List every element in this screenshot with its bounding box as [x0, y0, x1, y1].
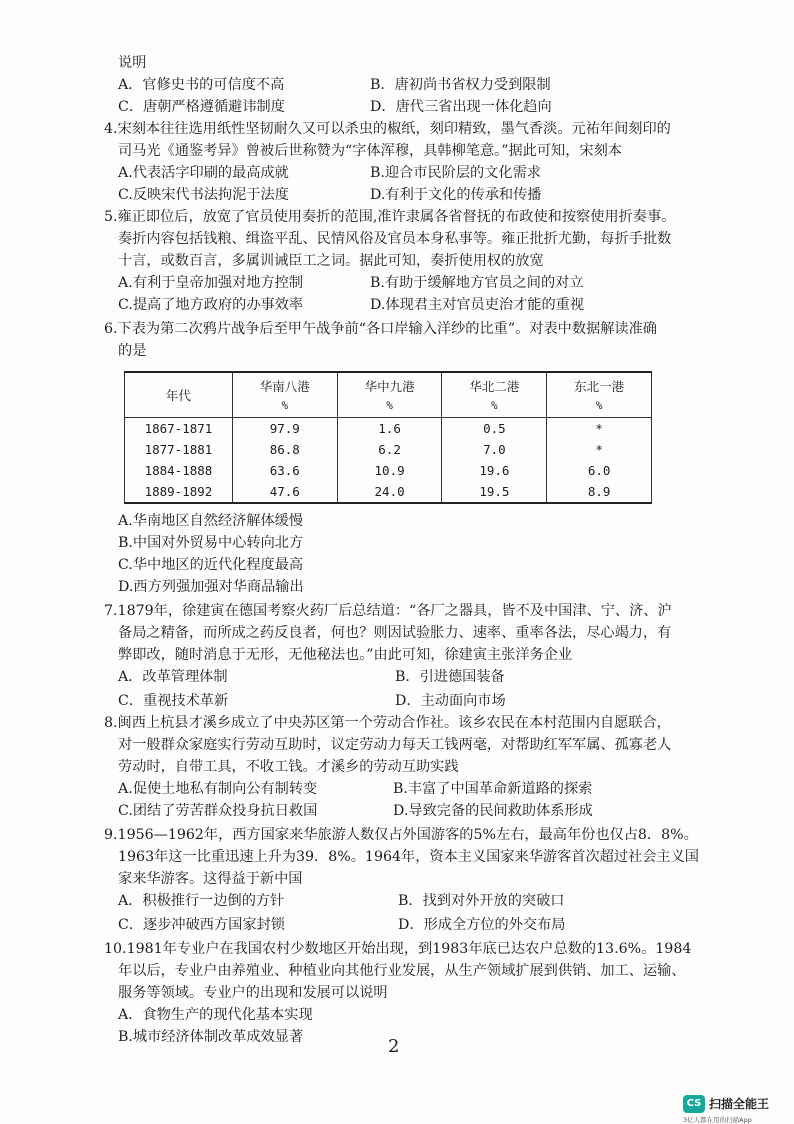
table-cell: 1889-1892 — [125, 481, 233, 503]
q6-option-c: C.华中地区的近代化程度最高 — [118, 557, 304, 573]
table-row — [125, 460, 652, 481]
table-row — [125, 481, 652, 503]
scanner-logo-icon: CS — [683, 1095, 705, 1113]
q6-option-b: B.中国对外贸易中心转向北方 — [118, 535, 304, 551]
q9-option-d: D．形成全方位的外交布局 — [398, 917, 566, 933]
q3-option-c: C．唐朝严格遵循避讳制度 — [118, 99, 285, 115]
table-cell: * — [547, 418, 652, 440]
q7-stem-line-3: 弊即改，随时消息于无形，无他秘法也。”由此可知，徐建寅主张洋务企业 — [118, 647, 573, 663]
table-header-cell: 年代 — [125, 372, 233, 418]
table-cell: 47.6 — [232, 481, 337, 503]
scanner-app-name: 扫描全能王 — [709, 1097, 770, 1111]
q9-stem-line-2: 1963年这一比重迅速上升为39．8%。1964年，资本主义国家来华游客首次超过社会主义国 — [118, 849, 699, 865]
q7-option-d: D．主动面向市场 — [395, 693, 506, 709]
q5-stem-line-3: 十言，或数百言，多属训诫臣工之词。据此可知，奏折使用权的放宽 — [118, 253, 544, 269]
table-cell: 19.6 — [442, 460, 547, 481]
q6-option-a: A.华南地区自然经济解体缓慢 — [118, 513, 304, 529]
q5-option-d: D.体现君主对官员吏治才能的重视 — [370, 297, 585, 313]
q10-stem-line-1: 10.1981年专业户在我国农村少数地区开始出现，到1983年底已达农户总数的13.6%。1984 — [104, 941, 692, 957]
table-cell: 0.5 — [442, 418, 547, 440]
table-header-cell: 华南八港 % — [232, 372, 337, 418]
q9-stem-line-1: 9.1956—1962年，西方国家来华旅游人数仅占外国游客的5%左右，最高年份也仅占8．8%。 — [104, 827, 698, 843]
q10-option-a: A．食物生产的现代化基本实现 — [118, 1007, 313, 1023]
q5-stem-line-1: 5.雍正即位后，放宽了官员使用奏折的范围,准许隶属各省督抚的布政使和按察使用折奏事。 — [104, 209, 676, 225]
table-cell: 86.8 — [232, 439, 337, 460]
q3-option-b: B．唐初尚书省权力受到限制 — [370, 77, 551, 93]
q6-stem-line-1: 6.下表为第二次鸦片战争后至甲午战争前“各口岸输入洋纱的比重”。对表中数据解读准确 — [104, 321, 657, 337]
q8-option-b: B.丰富了中国革命新道路的探索 — [393, 781, 593, 797]
table-cell: 19.5 — [442, 481, 547, 503]
q8-option-a: A.促使土地私有制向公有制转变 — [118, 781, 318, 797]
q4-option-c: C.反映宋代书法拘泥于法度 — [118, 187, 289, 203]
table-cell: 1884-1888 — [125, 460, 233, 481]
table-cell: 1867-1871 — [125, 418, 233, 440]
yarn-import-table — [124, 371, 652, 504]
q8-stem-line-1: 8.闽西上杭县才溪乡成立了中央苏区第一个劳动合作社。该乡农民在本村范围内自愿联合， — [104, 715, 671, 731]
scanner-tagline: 3亿人都在用的扫描App — [683, 1116, 752, 1124]
q9-stem-line-3: 家来华游客。这得益于新中国 — [118, 871, 303, 887]
q8-stem-line-2: 对一般群众家庭实行劳动互助时，议定劳动力每天工钱两毫，对帮助红军军属、孤寡老人 — [118, 737, 672, 753]
q9-option-c: C．逐步冲破西方国家封锁 — [118, 917, 285, 933]
table-header-row — [125, 372, 652, 418]
q8-stem-line-3: 劳动时，自带工具，不收工钱。才溪乡的劳动互助实践 — [118, 759, 459, 775]
table-cell: 24.0 — [337, 481, 442, 503]
q7-option-a: A．改革管理体制 — [118, 669, 228, 685]
table-cell: 6.2 — [337, 439, 442, 460]
q7-option-b: B．引进德国装备 — [395, 669, 505, 685]
q10-stem-line-2: 年以后，专业户由养殖业、种植业向其他行业发展，从生产领域扩展到供销、加工、运输、 — [118, 963, 686, 979]
table-cell: 97.9 — [232, 418, 337, 440]
q5-option-a: A.有利于皇帝加强对地方控制 — [118, 275, 304, 291]
q5-option-b: B.有助于缓解地方官员之间的对立 — [370, 275, 584, 291]
q5-stem-line-2: 奏折内容包括钱粮、缉盗平乱、民情风俗及官员本身私事等。雍正批折尤勤，每折手批数 — [118, 231, 672, 247]
table-row — [125, 418, 652, 440]
q8-option-d: D.导致完备的民间救助体系形成 — [393, 803, 593, 819]
q5-option-c: C.提高了地方政府的办事效率 — [118, 297, 304, 313]
q10-stem-line-3: 服务等领域。专业户的出现和发展可以说明 — [118, 985, 388, 1001]
table-cell: 63.6 — [232, 460, 337, 481]
table-cell: 1877-1881 — [125, 439, 233, 460]
q3-tail-text: 说明 — [118, 55, 147, 71]
q4-option-a: A.代表活字印刷的最高成就 — [118, 165, 289, 181]
q3-option-d: D．唐代三省出现一体化趋向 — [370, 99, 552, 115]
q4-stem-line-1: 4.宋刻本往往选用纸性坚韧耐久又可以杀虫的椒纸，刻印精致，墨气香淡。元祐年间刻印的 — [104, 121, 671, 137]
q10-option-b: B.城市经济体制改革成效显著 — [118, 1029, 304, 1045]
q4-option-b: B.迎合市民阶层的文化需求 — [370, 165, 541, 181]
table-header-cell: 华北二港 % — [442, 372, 547, 418]
q3-option-a: A．官修史书的可信度不高 — [118, 77, 285, 93]
table-row — [125, 439, 652, 460]
q4-stem-line-2: 司马光《通鉴考异》曾被后世称赞为“字体浑穆，具韩柳笔意。”据此可知，宋刻本 — [118, 143, 622, 159]
q6-stem-line-2: 的是 — [118, 343, 147, 359]
q4-option-d: D.有利于文化的传承和传播 — [370, 187, 542, 203]
q9-option-a: A．积极推行一边倒的方针 — [118, 893, 285, 909]
q9-option-b: B．找到对外开放的突破口 — [398, 893, 565, 909]
table-header-cell: 华中九港 % — [337, 372, 442, 418]
table-cell: 8.9 — [547, 481, 652, 503]
q7-option-c: C．重视技术革新 — [118, 693, 229, 709]
page-number: 2 — [388, 1036, 400, 1057]
table-cell: 7.0 — [442, 439, 547, 460]
q6-option-d: D.西方列强加强对华商品输出 — [118, 579, 304, 595]
table-cell: 6.0 — [547, 460, 652, 481]
table-cell: * — [547, 439, 652, 460]
q7-stem-line-2: 备局之精备，而所成之药反良者，何也？则因试验胀力、速率、重率各法，尽心竭力，有 — [118, 625, 672, 641]
q8-option-c: C.团结了劳苦群众投身抗日救国 — [118, 803, 318, 819]
table-cell: 1.6 — [337, 418, 442, 440]
q7-stem-line-1: 7.1879年，徐建寅在德国考察火药厂后总结道：“各厂之器具，皆不及中国津、宁、济、沪 — [104, 603, 672, 619]
table-header-cell: 东北一港 % — [547, 372, 652, 418]
table-cell: 10.9 — [337, 460, 442, 481]
